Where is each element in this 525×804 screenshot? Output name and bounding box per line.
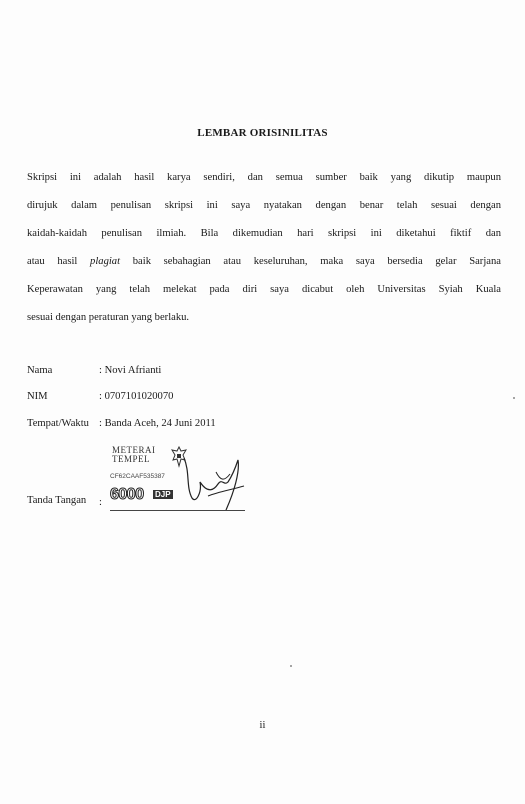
scan-speck <box>290 665 292 667</box>
stamp-value: 6000 <box>110 486 144 503</box>
nama-label: Nama <box>27 365 53 376</box>
document-title: LEMBAR ORISINILITAS <box>197 127 328 139</box>
tempat-waktu-value: : Banda Aceh, 24 Juni 2011 <box>99 418 216 429</box>
paragraph-line-1: Skripsi ini adalah hasil karya sendiri, dan semua sumber baik yang dikutip maupun <box>27 172 501 183</box>
paragraph-line-4-post: baik sebahagian atau keseluruhan, maka saya bersedia gelar Sarjana <box>132 256 501 267</box>
tanda-tangan-colon: : <box>99 497 102 508</box>
page-number: ii <box>259 720 266 731</box>
paragraph-line-4 <box>27 256 501 267</box>
tanda-tangan-label: Tanda Tangan <box>27 495 87 506</box>
signature-line <box>110 510 245 511</box>
stamp-title-1: METERAI <box>112 445 156 455</box>
nim-label: NIM <box>27 391 48 402</box>
paragraph-line-6: sesuai dengan peraturan yang berlaku. <box>27 312 190 323</box>
paragraph-italic-word: plagiat <box>90 256 121 267</box>
scan-speck <box>513 397 515 399</box>
paragraph-line-2: dirujuk dalam penulisan skripsi ini saya nyatakan dengan benar telah sesuai dengan <box>27 200 501 211</box>
handwritten-signature <box>178 452 248 514</box>
stamp-title-2: TEMPEL <box>112 454 150 464</box>
paragraph-line-4-pre: atau hasil <box>27 256 78 267</box>
nim-value: : 0707101020070 <box>99 391 174 402</box>
stamp-djp-mark: DJP <box>155 490 171 499</box>
paragraph-line-5: Keperawatan yang telah melekat pada diri saya dicabut oleh Universitas Syiah Kuala <box>27 284 501 295</box>
stamp-serial: CF62CAAF535387 <box>110 473 165 480</box>
nama-value: : Novi Afrianti <box>99 365 162 376</box>
paragraph-line-3: kaidah-kaidah penulisan ilmiah. Bila dikemudian hari skripsi ini diketahui fiktif dan <box>27 228 501 239</box>
tempat-waktu-label: Tempat/Waktu <box>27 418 89 429</box>
